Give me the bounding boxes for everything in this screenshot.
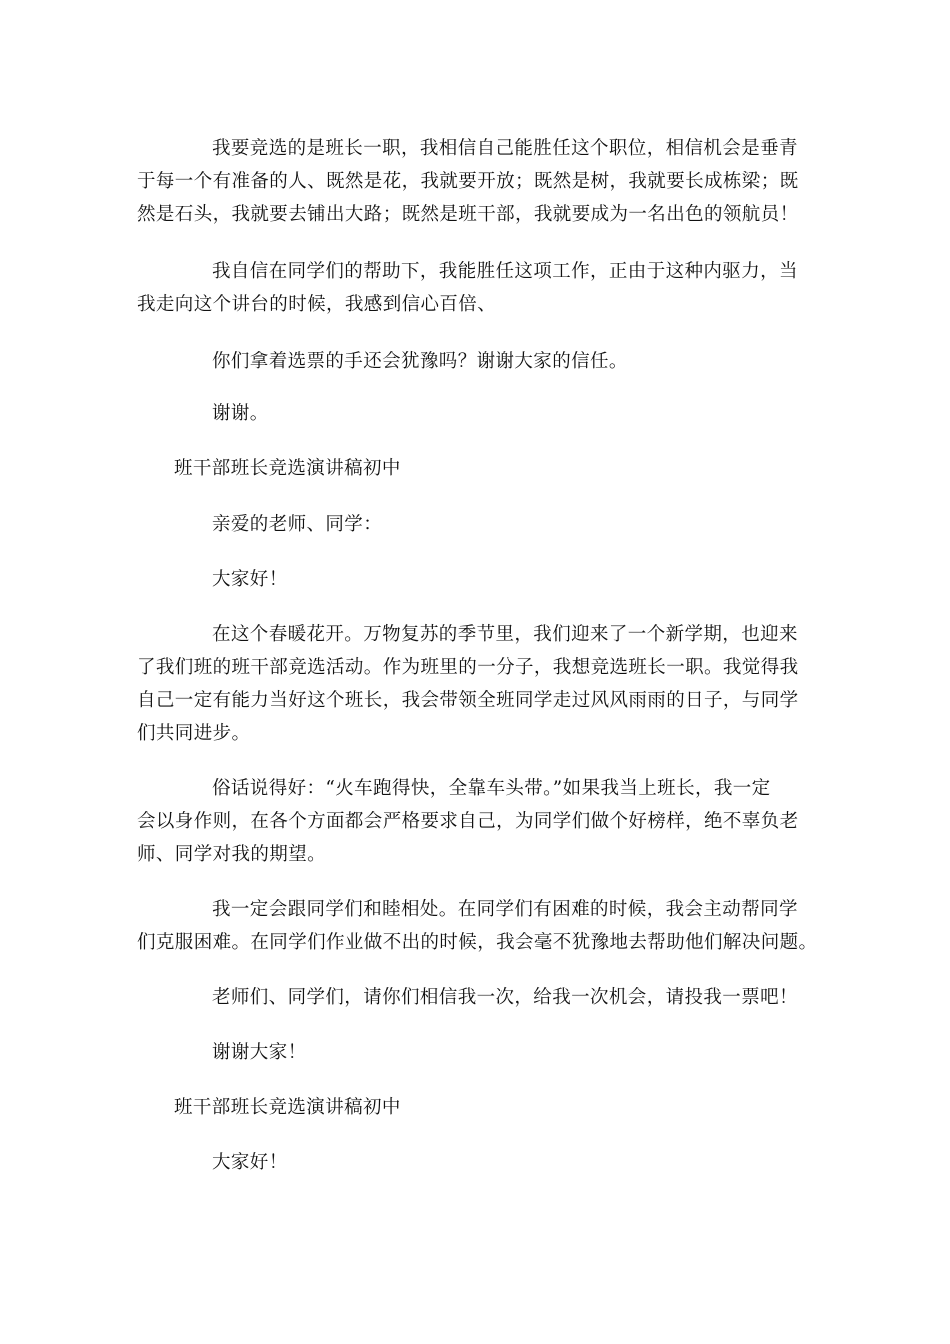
section-heading: 班干部班长竞选演讲稿初中 [174, 458, 401, 479]
paragraph-line: 我走向这个讲台的时候，我感到信心百倍、 [137, 294, 497, 315]
paragraph-line: 于每一个有准备的人、既然是花，我就要开放；既然是树，我就要长成栋梁；既 [137, 171, 799, 192]
paragraph-line: 亲爱的老师、同学： [212, 514, 383, 535]
section-heading: 班干部班长竞选演讲稿初中 [174, 1097, 401, 1118]
paragraph-line: 老师们、同学们，请你们相信我一次，给我一次机会，请投我一票吧！ [212, 987, 798, 1008]
paragraph-line: 了我们班的班干部竞选活动。作为班里的一分子，我想竞选班长一职。我觉得我 [137, 657, 799, 678]
paragraph-line: 我一定会跟同学们和睦相处。在同学们有困难的时候，我会主动帮同学 [212, 899, 798, 920]
paragraph-line: 们克服困难。在同学们作业做不出的时候，我会毫不犹豫地去帮助他们解决问题。 [137, 932, 818, 953]
paragraph-line: 我自信在同学们的帮助下，我能胜任这项工作，正由于这种内驱力，当 [212, 261, 798, 282]
paragraph-line: 自己一定有能力当好这个班长，我会带领全班同学走过风风雨雨的日子，与同学 [137, 690, 799, 711]
paragraph-line: 大家好！ [212, 569, 288, 590]
paragraph-line: 谢谢大家！ [212, 1042, 307, 1063]
paragraph-line: 你们拿着选票的手还会犹豫吗？谢谢大家的信任。 [212, 351, 628, 372]
paragraph-line: 们共同进步。 [137, 723, 251, 744]
paragraph-line: 俗话说得好：“火车跑得快，全靠车头带。”如果我当上班长，我一定 [212, 778, 771, 799]
paragraph-line: 师、同学对我的期望。 [137, 844, 327, 865]
paragraph-line: 会以身作则，在各个方面都会严格要求自己，为同学们做个好榜样，绝不辜负老 [137, 811, 799, 832]
paragraph-line: 在这个春暖花开。万物复苏的季节里，我们迎来了一个新学期，也迎来 [212, 624, 798, 645]
paragraph-line: 谢谢。 [212, 403, 269, 424]
paragraph-line: 然是石头，我就要去铺出大路；既然是班干部，我就要成为一名出色的领航员！ [137, 204, 799, 225]
paragraph-line: 我要竞选的是班长一职，我相信自己能胜任这个职位，相信机会是垂青 [212, 138, 798, 159]
paragraph-line: 大家好！ [212, 1152, 288, 1173]
